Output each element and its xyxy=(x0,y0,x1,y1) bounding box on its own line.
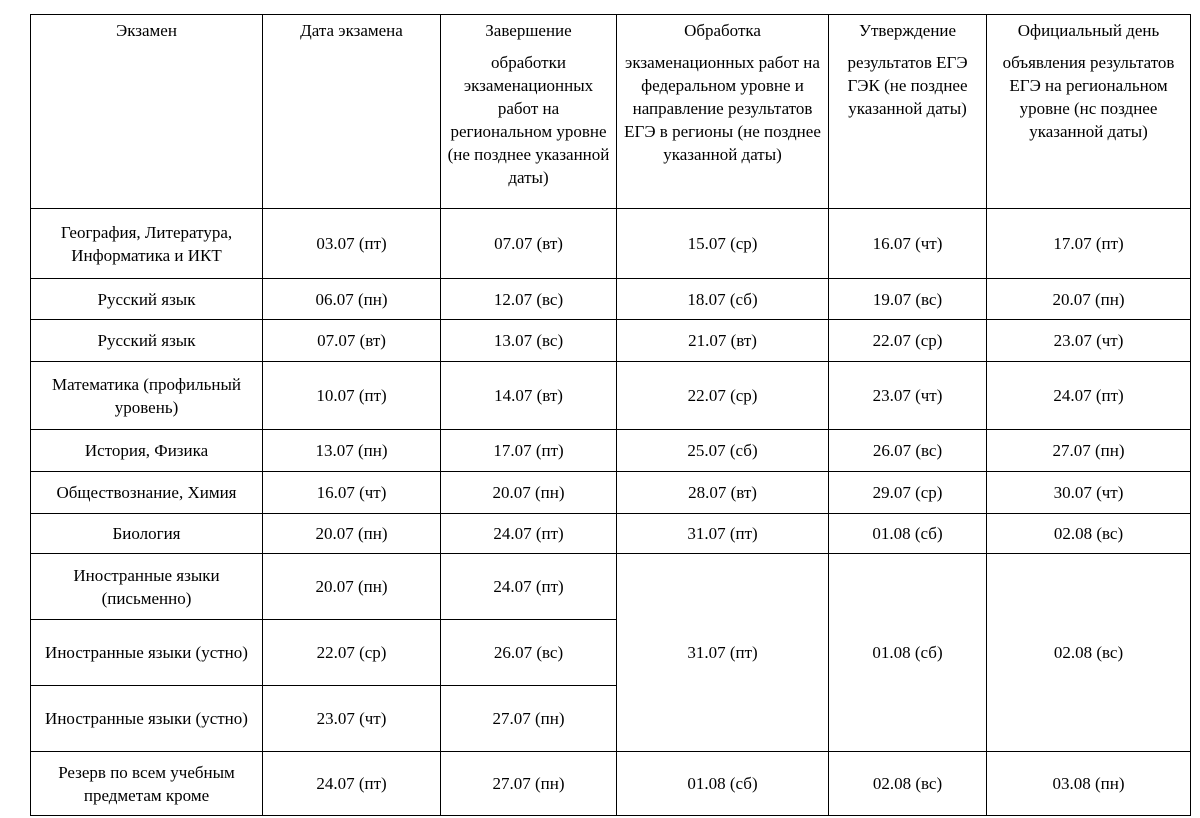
cell-approval: 01.08 (сб) xyxy=(829,514,987,554)
header-row-bottom xyxy=(31,45,1191,209)
header-row-top xyxy=(31,15,1191,46)
cell-regional: 20.07 (пн) xyxy=(441,472,617,514)
cell-federal: 25.07 (сб) xyxy=(617,430,829,472)
table-row xyxy=(31,554,1191,620)
cell-regional: 27.07 (пн) xyxy=(441,686,617,752)
cell-announce: 27.07 (пн) xyxy=(987,430,1191,472)
header-exam-cont xyxy=(31,45,263,209)
cell-announce: 30.07 (чт) xyxy=(987,472,1191,514)
cell-announce: 03.08 (пн) xyxy=(987,752,1191,816)
cell-date: 23.07 (чт) xyxy=(263,686,441,752)
table-row xyxy=(31,472,1191,514)
table-row xyxy=(31,320,1191,362)
cell-federal: 01.08 (сб) xyxy=(617,752,829,816)
header-regional-processing: Завершение xyxy=(441,15,617,46)
cell-regional: 17.07 (пт) xyxy=(441,430,617,472)
cell-date: 20.07 (пн) xyxy=(263,514,441,554)
table-row xyxy=(31,430,1191,472)
cell-date: 03.07 (пт) xyxy=(263,209,441,279)
cell-approval: 29.07 (ср) xyxy=(829,472,987,514)
cell-date: 07.07 (вт) xyxy=(263,320,441,362)
cell-exam: Математика (профильный уровень) xyxy=(31,362,263,430)
cell-approval: 02.08 (вс) xyxy=(829,752,987,816)
cell-announce: 17.07 (пт) xyxy=(987,209,1191,279)
cell-date: 20.07 (пн) xyxy=(263,554,441,620)
cell-approval: 16.07 (чт) xyxy=(829,209,987,279)
cell-approval: 26.07 (вс) xyxy=(829,430,987,472)
cell-federal: 22.07 (ср) xyxy=(617,362,829,430)
header-approval: Утверждение xyxy=(829,15,987,46)
cell-regional: 24.07 (пт) xyxy=(441,554,617,620)
cell-date: 13.07 (пн) xyxy=(263,430,441,472)
cell-regional: 24.07 (пт) xyxy=(441,514,617,554)
cell-exam: География, Литература, Информатика и ИКТ xyxy=(31,209,263,279)
cell-approval-merged: 01.08 (сб) xyxy=(829,554,987,752)
header-federal-processing: Обработка xyxy=(617,15,829,46)
cell-exam: Иностранные языки (письменно) xyxy=(31,554,263,620)
cell-approval: 22.07 (ср) xyxy=(829,320,987,362)
cell-date: 24.07 (пт) xyxy=(263,752,441,816)
cell-exam: Русский язык xyxy=(31,320,263,362)
header-federal-processing-cont: экзаменационных работ на федеральном уровне и направление результатов ЕГЭ в регионы (не позднее указанной даты) xyxy=(617,45,829,209)
cell-regional: 07.07 (вт) xyxy=(441,209,617,279)
cell-approval: 23.07 (чт) xyxy=(829,362,987,430)
cell-exam: Иностранные языки (устно) xyxy=(31,686,263,752)
cell-regional: 27.07 (пн) xyxy=(441,752,617,816)
header-exam-date-cont xyxy=(263,45,441,209)
cell-exam: Обществознание, Химия xyxy=(31,472,263,514)
cell-date: 06.07 (пн) xyxy=(263,279,441,320)
cell-exam: История, Физика xyxy=(31,430,263,472)
cell-exam: Биология xyxy=(31,514,263,554)
table-row xyxy=(31,514,1191,554)
cell-announce: 23.07 (чт) xyxy=(987,320,1191,362)
table-row xyxy=(31,752,1191,816)
header-announcement: Официальный день xyxy=(987,15,1191,46)
cell-federal: 31.07 (пт) xyxy=(617,514,829,554)
cell-federal: 18.07 (сб) xyxy=(617,279,829,320)
table-row xyxy=(31,362,1191,430)
cell-announce: 02.08 (вс) xyxy=(987,514,1191,554)
cell-federal: 21.07 (вт) xyxy=(617,320,829,362)
exam-schedule-table xyxy=(30,14,1191,816)
cell-exam: Резерв по всем учебным предметам кроме xyxy=(31,752,263,816)
cell-announce-merged: 02.08 (вс) xyxy=(987,554,1191,752)
table-row xyxy=(31,279,1191,320)
cell-announce: 24.07 (пт) xyxy=(987,362,1191,430)
header-exam: Экзамен xyxy=(31,15,263,46)
cell-approval: 19.07 (вс) xyxy=(829,279,987,320)
cell-federal: 28.07 (вт) xyxy=(617,472,829,514)
cell-regional: 14.07 (вт) xyxy=(441,362,617,430)
header-announcement-cont: объявления результатов ЕГЭ на региональном уровне (нс позднее указанной даты) xyxy=(987,45,1191,209)
cell-regional: 12.07 (вс) xyxy=(441,279,617,320)
cell-exam: Русский язык xyxy=(31,279,263,320)
header-approval-cont: результатов ЕГЭ ГЭК (не позднее указанной даты) xyxy=(829,45,987,209)
header-regional-processing-cont: обработки экзаменационных работ на региональном уровне (не позднее указанной даты) xyxy=(441,45,617,209)
cell-date: 22.07 (ср) xyxy=(263,620,441,686)
table-header xyxy=(31,15,1191,209)
cell-exam: Иностранные языки (устно) xyxy=(31,620,263,686)
table-row xyxy=(31,209,1191,279)
cell-announce: 20.07 (пн) xyxy=(987,279,1191,320)
table-body xyxy=(31,209,1191,816)
header-exam-date: Дата экзамена xyxy=(263,15,441,46)
cell-date: 16.07 (чт) xyxy=(263,472,441,514)
cell-regional: 13.07 (вс) xyxy=(441,320,617,362)
cell-date: 10.07 (пт) xyxy=(263,362,441,430)
cell-federal-merged: 31.07 (пт) xyxy=(617,554,829,752)
cell-regional: 26.07 (вс) xyxy=(441,620,617,686)
cell-federal: 15.07 (ср) xyxy=(617,209,829,279)
